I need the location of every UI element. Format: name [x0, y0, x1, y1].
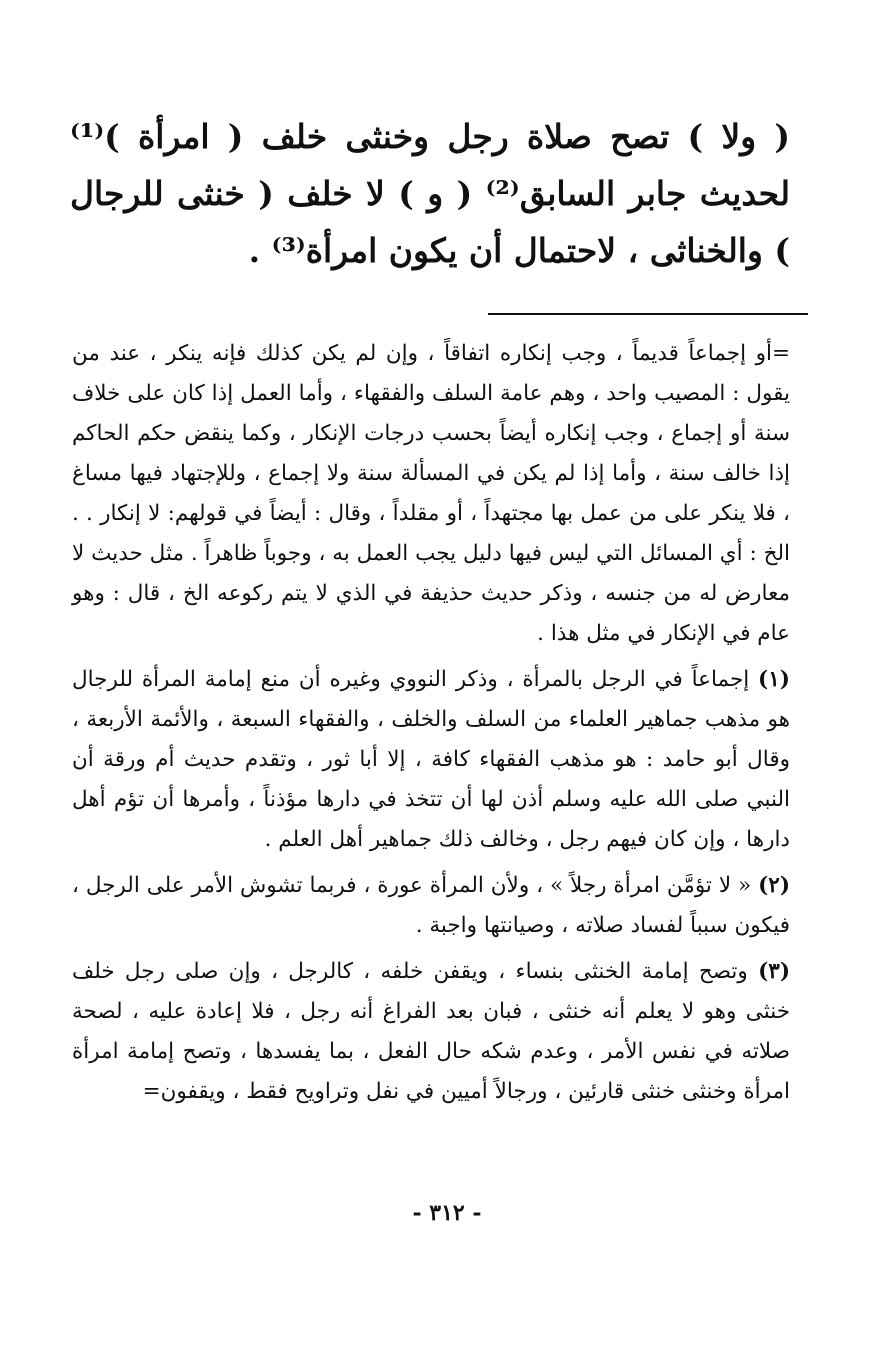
footnote-2-number: (٢) [758, 873, 790, 898]
footnote-separator [488, 313, 808, 315]
footnotes-block [72, 334, 790, 1118]
footnote-3-number: (٣) [758, 959, 791, 984]
page-number: - ٣١٢ - [412, 1200, 482, 1226]
footnote-3-text: وتصح إمامة الخنثى بنساء ، ويقفن خلفه ، كالرجل ، وإن صلى رجل خلف خنثى وهو لا يعلم أنه خنثى ، فبان بعد الفراغ أنه رجل ، فلا إعادة عليه ، لصحة صلاته في نفس الأمر ، وعدم شكه حال الفعل ، بما يفسدها ، وتصح إمامة امرأة امرأة وخنثى خنثى قارئين ، ورجالاً أميين في نفل وتراويح فقط ، ويقفون= [72, 959, 790, 1104]
footnote-1-number: (١) [758, 667, 790, 692]
footnote-1 [72, 660, 790, 860]
footnote-continuation: =أو إجماعاً قديماً ، وجب إنكاره اتفاقاً ، وإن لم يكن كذلك فإنه ينكر ، عند من يقول : المصيب واحد ، وهم عامة السلف والفقهاء ، وأما العمل إذا كان على خلاف سنة أو إجماع ، وجب إنكاره أيضاً بحسب درجات الإنكار ، وكما ينقض حكم الحاكم إذا خالف سنة ، وأما إذا لم يكن في المسألة سنة ولا إجماع ، وللإجتهاد فيها مساغ ، فلا ينكر على من عمل بها مجتهداً ، أو مقلداً ، وقال : أيضاً في قولهم: لا إنكار . . الخ : أي المسائل التي ليس فيها دليل يجب العمل به ، وجوباً ظاهراً . مثل حديث لا معارض له من جنسه ، وذكر حديث حذيفة في الذي لا يتم ركوعه الخ ، قال : وهو عام في الإنكار في مثل هذا . [72, 341, 790, 646]
footnote-2 [72, 866, 790, 946]
footnote-3 [72, 952, 790, 1112]
footnote-1-text: إجماعاً في الرجل بالمرأة ، وذكر النووي وغيره أن منع إمامة المرأة للرجال هو مذهب جماهير العلماء من السلف والخلف ، والفقهاء السبعة ، والأئمة الأربعة ، وقال أبو حامد : هو مذهب الفقهاء كافة ، إلا أبا ثور ، وتقدم حديث أم ورقة أن النبي صلى الله عليه وسلم أذن لها أن تتخذ في دارها مؤذناً ، وأمرها أن تؤم أهل دارها ، وإن كان فيهم رجل ، وخالف ذلك جماهير أهل العلم . [72, 667, 790, 852]
footnote-2-text: « لا تؤمَّن امرأة رجلاً » ، ولأن المرأة عورة ، فربما تشوش الأمر على الرجل ، فيكون سبباً لفساد صلاته ، وصيانتها واجبة . [72, 873, 790, 938]
main-text-block [70, 108, 790, 279]
main-paragraph: ( ولا ) تصح صلاة رجل وخنثى خلف ( امرأة )⁽¹⁾ لحديث جابر السابق⁽²⁾ ( و ) لا خلف ( خنثى للرجال ) والخناثى ، لاحتمال أن يكون امرأة⁽³⁾ . [70, 117, 791, 270]
